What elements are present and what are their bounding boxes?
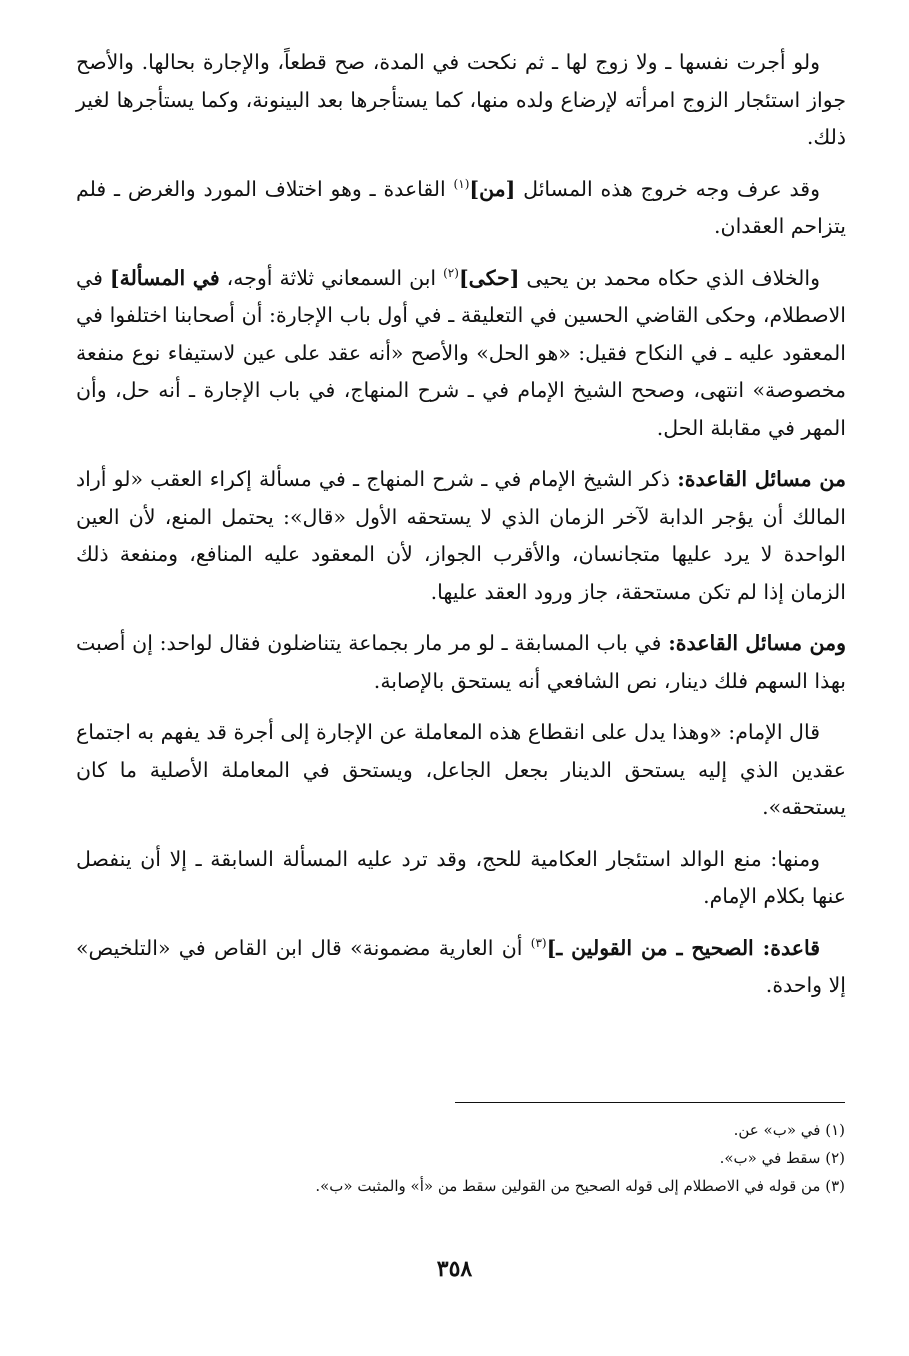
paragraph-1 [76, 44, 846, 157]
paragraph-3-bracket-term: [حكى] [458, 265, 520, 290]
paragraph-8 [76, 930, 846, 1005]
paragraph-6-text: قال الإمام: «وهذا يدل على انقطاع هذه المعاملة عن الإجارة إلى أجرة قد يفهم به اجتماع عقدين الذي إليه يستحق الدينار بجعل الجاعل، ويستحق في المعاملة الأصلية ما كان يستحقه». [76, 720, 846, 819]
paragraph-1-text: ولو أجرت نفسها ـ ولا زوج لها ـ ثم نكحت في المدة، صح قطعاً، والإجارة بحالها. والأصح جواز استئجار الزوج امرأته لإرضاع ولده منها، كما يستأجرها بعد البينونة، وكما يستأجرها لغير ذلك. [76, 50, 846, 149]
paragraph-8-heading: قاعدة: الصحيح ـ من القولين ـ] [546, 935, 820, 960]
paragraph-3-text-a: والخلاف الذي حكاه محمد بن يحيى [519, 265, 820, 290]
footnote-3: (٣) من قوله في الاصطلام إلى قوله الصحيح من القولين سقط من «أ» والمثبت «ب». [315, 1177, 845, 1195]
footnote-ref-1: (١) [453, 176, 470, 191]
paragraph-7-text: ومنها: منع الوالد استئجار العكامية للحج، وقد ترد عليه المسألة السابقة ـ إلا أن ينفصل عنها بكلام الإمام. [76, 846, 846, 908]
paragraph-4 [76, 461, 846, 611]
paragraph-2-bracket-term: [من] [469, 176, 516, 201]
paragraph-3-bracket-phrase: في المسألة] [109, 265, 220, 290]
paragraph-2-text-b: القاعدة ـ وهو اختلاف المورد والغرض ـ فلم يتزاحم العقدان. [76, 176, 846, 238]
paragraph-8-text: أن العارية مضمونة» قال ابن القاص في «التلخيص» إلا واحدة. [76, 935, 846, 997]
paragraph-4-heading: من مسائل القاعدة: [677, 467, 846, 491]
paragraph-2-text-a: وقد عرف وجه خروج هذه المسائل [515, 176, 820, 201]
page-number: ٣٥٨ [436, 1256, 473, 1282]
page-body [76, 44, 846, 1019]
paragraph-5-text: في باب المسابقة ـ لو مر مار بجماعة يتناضلون فقال لواحد: إن أصبت بهذا السهم فلك دينار، نص الشافعي أنه يستحق بالإصابة. [76, 631, 846, 693]
paragraph-2 [76, 171, 846, 246]
paragraph-4-text: ذكر الشيخ الإمام في ـ شرح المنهاج ـ في مسألة إكراء العقب «لو أراد المالك أن يؤجر الدابة لآخر الزمان الذي لا يستحقه الأول «قال»: يحتمل المنع، لأن العين الواحدة لا يرد عليها متجانسان، والأقرب الجواز، لأن المعقود عليه المنافع، ومنفعة ذلك الزمان إذا لم تكن مستحقة، جاز ورود العقد عليها. [76, 467, 846, 604]
paragraph-3-text-c: في الاصطلام، وحكى القاضي الحسين في التعليقة ـ في أول باب الإجارة: أن أصحابنا اختلفوا في المعقود عليه ـ في النكاح فقيل: «هو الحل» والأصح «أنه عقد على عين لاستيفاء نوع منفعة مخصوصة» انتهى، وصحح الشيخ الإمام في ـ شرح المنهاج، في باب الإجارة ـ أنه حل، وأن المهر في مقابلة الحل. [76, 265, 846, 440]
footnote-1: (١) في «ب» عن. [733, 1121, 845, 1139]
paragraph-3 [76, 260, 846, 448]
footnote-ref-2: (٢) [443, 265, 459, 280]
paragraph-3-text-b: ابن السمعاني ثلاثة أوجه، [219, 265, 444, 290]
paragraph-5 [76, 625, 846, 700]
paragraph-5-heading: ومن مسائل القاعدة: [668, 631, 846, 655]
footnotes [75, 1116, 845, 1200]
footnote-2: (٢) سقط في «ب». [719, 1149, 845, 1167]
paragraph-6 [76, 714, 846, 827]
footnote-ref-3: (٣) [530, 935, 547, 950]
paragraph-7 [76, 841, 846, 916]
footnote-separator [455, 1102, 845, 1103]
